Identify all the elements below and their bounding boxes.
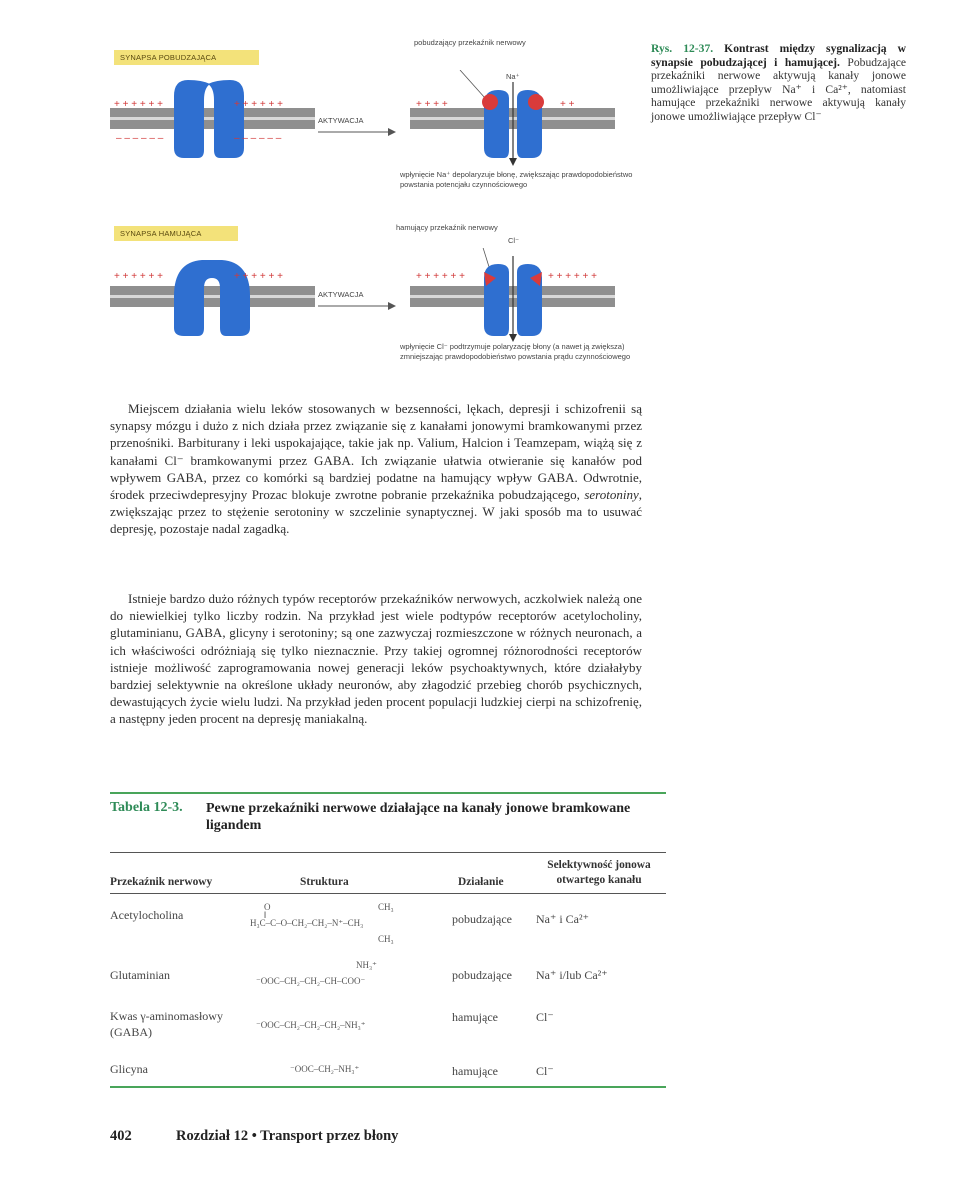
table-title bbox=[110, 800, 650, 834]
body-p2-text: Istnieje bardzo dużo różnych typów receptorów przekaźników nerwowych, aczkolwiek należą one do niewielkiej tylko liczby rodzin. Na przykład jest wiele podtypów receptorów acetylocholiny, glutaminianu, GABA, glicyny i serotoniny; są one zazwyczaj rozmieszczone w różnych neuronach, a ich właściwości odróżniają się tylko nieznacznie. Przy takiej ogromnej różnorodności receptorów istnieje możliwość zaprogramowania nowej generacji leków psychoaktywnych, które działałyby bardziej selektywnie na określone układy neuronów, aby złagodzić przebieg chorób psychicznych, dewastujących życie wielu ludzi. Na przykład jeden procent populacji ludzkiej cierpi na schizofrenię, a następny jeden procent na depresję maniakalną. bbox=[110, 591, 642, 727]
body-p1-end: , zwiększając przez to stężenie serotoniny w szczelinie synaptycznej. W jaki sposób ma to usuwać depresję, pozostaje nadal zagadką. bbox=[110, 487, 642, 537]
figure-caption bbox=[651, 42, 906, 124]
glu-main-chain: ⁻OOC–CH₂–CH₂–CH–COO⁻ bbox=[256, 976, 366, 986]
plus-row-3b: + + + + + + bbox=[234, 271, 283, 282]
minus-row-1b: – – – – – – bbox=[234, 133, 282, 144]
ach-oxygen: O bbox=[264, 902, 271, 912]
activation-arrow-2 bbox=[318, 301, 398, 311]
table-row-2-selectivity: Na⁺ i/lub Ca²⁺ bbox=[536, 968, 608, 982]
minus-row-1a: – – – – – – bbox=[116, 133, 164, 144]
inhibitory-transmitter-label: hamujący przekaźnik nerwowy bbox=[396, 223, 498, 232]
ach-top-methyl: CH₃ bbox=[378, 902, 394, 912]
table-row-1-name: Acetylocholina bbox=[110, 908, 184, 922]
plus-row-3a: + + + + + + bbox=[114, 271, 163, 282]
body-p1-italic: serotoniny bbox=[584, 487, 639, 503]
table-row-3-name: Kwas γ-aminomasłowy (GABA) bbox=[110, 1009, 223, 1039]
plus-row-1a: + + + + + + bbox=[114, 99, 163, 110]
table-row-4-selectivity: Cl⁻ bbox=[536, 1064, 554, 1078]
cl-effect-text: wpłynięcie Cl⁻ podtrzymuje polaryzację błony (a nawet ją zwiększa) zmniejszając prawdopodobieństwo powstania prądu czynnościowego bbox=[400, 342, 631, 361]
gaba-structure: ⁻OOC–CH₂–CH₂–CH₂–NH₃⁺ bbox=[256, 1020, 366, 1030]
plus-row-1b: + + + + + + bbox=[234, 99, 283, 110]
plus-row-4a: + + + + + + bbox=[416, 271, 465, 282]
excitatory-open-channel bbox=[410, 70, 615, 170]
body-p1-text: Miejscem działania wielu leków stosowanych w bezsenności, lękach, depresji i schizofrenii są synapsy mózgu i dużo z nich działa przez związanie się z kanałami jonowymi bramkowanymi przez przenośniki. Barbiturany i leki uspokajające, takie jak np. Valium, Halcion i Teamzepam, wiążą się z kanałami Cl⁻ bramkowanymi przez GABA. Ich związanie ułatwia otwieranie się kanałów pod wpływem GABA, przez co komórki są bardziej podatne na hamujący wpływ GABA. Odwrotnie, środek przeciwdepresyjny Prozac blokuje zwrotne pobranie przekaźnika pobudzającego, bbox=[110, 401, 642, 503]
table-row-4-name: Glicyna bbox=[110, 1062, 148, 1076]
activation-arrow-1 bbox=[318, 127, 398, 137]
ach-main-chain: H₃C–C–O–CH₂–CH₂–N⁺–CH₃ bbox=[250, 918, 364, 928]
table-row-3-selectivity: Cl⁻ bbox=[536, 1010, 554, 1024]
table-row-1-selectivity: Na⁺ i Ca²⁺ bbox=[536, 912, 589, 926]
caption-title: Kontrast między sygnalizacją w synapsie pobudzającej i hamującej. bbox=[651, 42, 906, 69]
excitatory-transmitter-label: pobudzający przekaźnik nerwowy bbox=[414, 38, 526, 47]
table-row-2-action: pobudzające bbox=[452, 968, 512, 982]
inhibitory-closed-channel bbox=[110, 248, 315, 338]
table-number: Tabela 12-3. bbox=[110, 800, 183, 815]
glu-amino-group: NH₃⁺ bbox=[356, 960, 377, 970]
na-ion-label: Na⁺ bbox=[506, 72, 520, 81]
na-effect-text: wpłynięcie Na⁺ depolaryzuje błonę, zwiększając prawdopodobieństwo powstania potencjału czynnościowego bbox=[400, 170, 633, 189]
table-row-2-name: Glutaminian bbox=[110, 968, 170, 982]
plus-row-2a: + + + + bbox=[416, 99, 448, 110]
ach-bottom-methyl: CH₃ bbox=[378, 934, 394, 944]
table-bottom-rule bbox=[110, 1086, 666, 1088]
table-header-bottom-rule bbox=[110, 893, 666, 894]
page-number: 402 bbox=[110, 1128, 132, 1144]
table-header-transmitter: Przekaźnik nerwowy bbox=[110, 876, 213, 888]
table-title-text: Pewne przekaźniki nerwowe działające na kanały jonowe bramkowane ligandem bbox=[206, 801, 631, 833]
table-header-selectivity: Selektywność jonowa otwartego kanału bbox=[547, 859, 651, 886]
caption-text: Pobudzające przekaźniki nerwowe aktywują kanały jonowe umożliwiające przepływ Na⁺ i Ca²⁺, natomiast hamujące przekaźniki nerwowe aktywują kanały jonowe umożliwiające przepływ Cl⁻ bbox=[651, 55, 906, 123]
glycine-structure: ⁻OOC–CH₂–NH₃⁺ bbox=[290, 1064, 360, 1074]
table-top-rule bbox=[110, 792, 666, 794]
plus-row-4b: + + + + + + bbox=[548, 271, 597, 282]
body-paragraph-2 bbox=[110, 590, 642, 728]
inhibitory-open-channel bbox=[410, 248, 615, 348]
chapter-title: Rozdział 12 • Transport przez błony bbox=[176, 1128, 399, 1144]
plus-row-2b: + + bbox=[560, 99, 575, 110]
excitatory-closed-channel bbox=[110, 70, 315, 160]
activation-label-2: AKTYWACJA bbox=[318, 290, 364, 299]
caption-number: Rys. 12-37. bbox=[651, 42, 714, 55]
excitatory-synapse-label: SYNAPSA POBUDZAJĄCA bbox=[114, 50, 259, 65]
inhibitory-synapse-label: SYNAPSA HAMUJĄCA bbox=[114, 226, 238, 241]
table-row-3-action: hamujące bbox=[452, 1010, 498, 1024]
table-header-action: Działanie bbox=[458, 876, 504, 888]
body-paragraph-1 bbox=[110, 400, 642, 538]
table-row-4-action: hamujące bbox=[452, 1064, 498, 1078]
activation-label-1: AKTYWACJA bbox=[318, 116, 364, 125]
ach-double-bond: ‖ bbox=[264, 910, 267, 920]
cl-ion-label: Cl⁻ bbox=[508, 236, 520, 245]
table-row-1-action: pobudzające bbox=[452, 912, 512, 926]
table-header-top-rule bbox=[110, 852, 666, 853]
table-header-structure: Struktura bbox=[300, 876, 349, 888]
